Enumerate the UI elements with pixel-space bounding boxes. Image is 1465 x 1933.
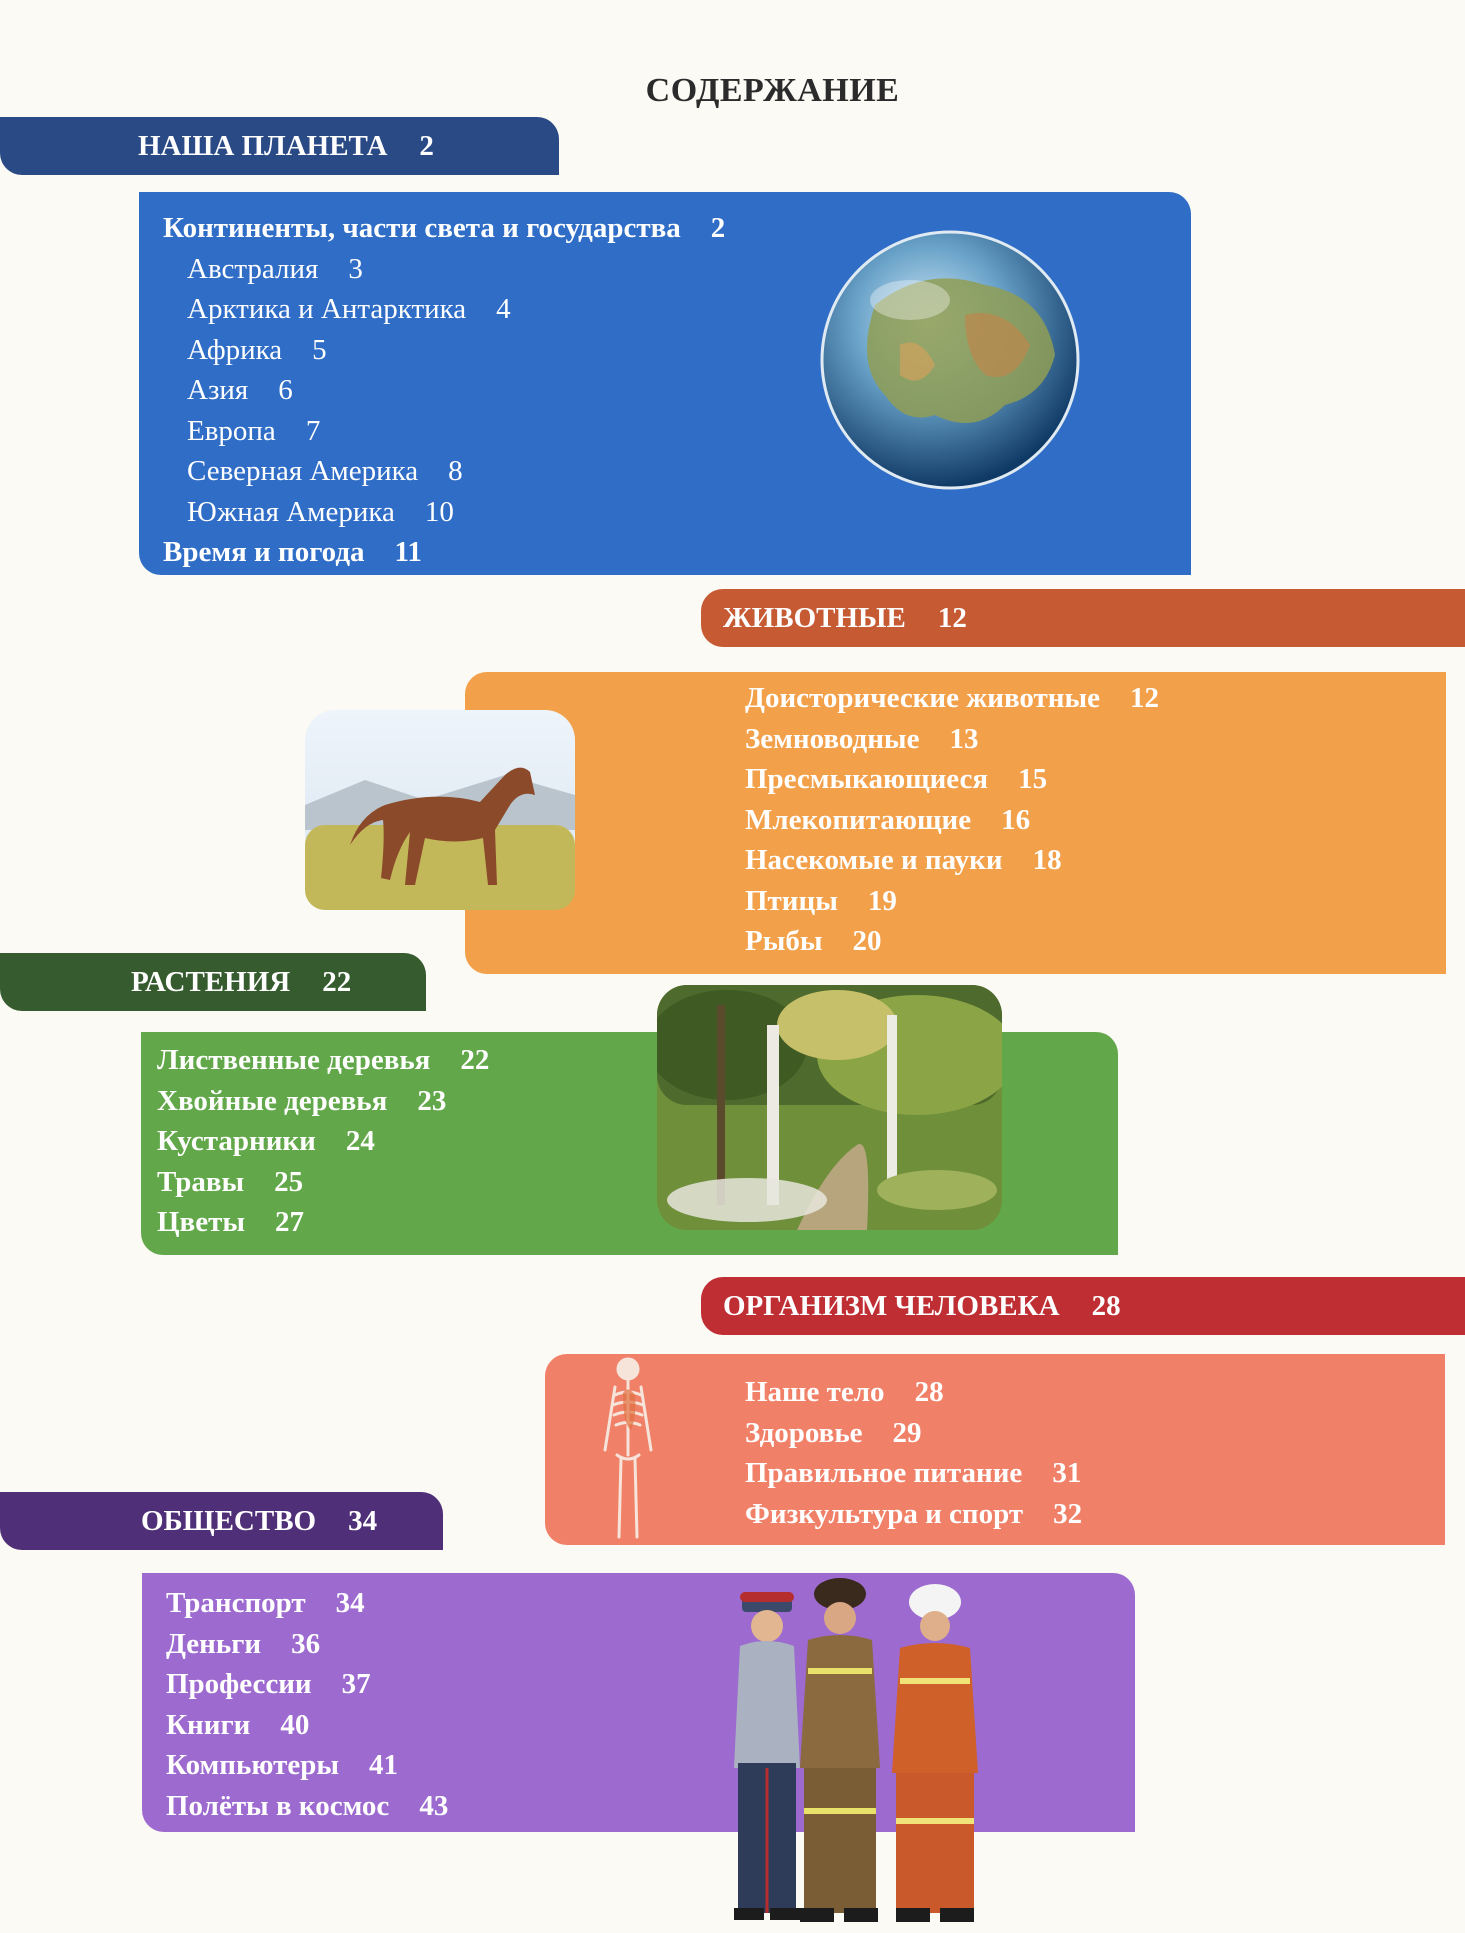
section-block-human bbox=[545, 1354, 1445, 1545]
section-page: 2 bbox=[419, 129, 434, 162]
toc-entry[interactable]: Насекомые и пауки 18 bbox=[745, 844, 1062, 876]
section-title: ЖИВОТНЫЕ bbox=[723, 601, 906, 634]
globe-image bbox=[815, 225, 1085, 495]
toc-entry[interactable]: Северная Америка 8 bbox=[187, 455, 463, 487]
toc-entry[interactable]: Лиственные деревья 22 bbox=[157, 1044, 490, 1076]
section-title: РАСТЕНИЯ bbox=[131, 965, 291, 998]
toc-entry[interactable]: Доисторические животные 12 bbox=[745, 682, 1160, 714]
toc-entry[interactable]: Хвойные деревья 23 bbox=[157, 1084, 447, 1117]
toc-entry[interactable]: Профессии 37 bbox=[166, 1668, 371, 1700]
toc-entry[interactable]: Наше тело 28 bbox=[745, 1376, 944, 1408]
section-page: 12 bbox=[937, 601, 967, 634]
section-page: 28 bbox=[1091, 1289, 1121, 1322]
toc-entry[interactable]: Южная Америка 10 bbox=[187, 495, 454, 528]
toc-entry[interactable]: Азия 6 bbox=[187, 374, 293, 406]
toc-entry[interactable]: Время и погода 11 bbox=[163, 536, 422, 568]
section-title: ОРГАНИЗМ ЧЕЛОВЕКА bbox=[723, 1289, 1060, 1322]
section-banner-animals[interactable] bbox=[701, 589, 1465, 647]
skeleton-image bbox=[593, 1355, 663, 1545]
toc-entry[interactable]: Кустарники 24 bbox=[157, 1125, 375, 1157]
toc-entry[interactable]: Здоровье 29 bbox=[745, 1416, 922, 1449]
section-page: 22 bbox=[322, 965, 352, 998]
toc-entry[interactable]: Австралия 3 bbox=[187, 252, 363, 285]
toc-entry[interactable]: Рыбы 20 bbox=[745, 925, 882, 957]
toc-entry[interactable]: Деньги 36 bbox=[166, 1627, 321, 1660]
toc-entry[interactable]: Континенты, части света и государства 2 bbox=[163, 212, 726, 244]
toc-entry[interactable]: Книги 40 bbox=[166, 1708, 310, 1741]
section-block-animals bbox=[465, 672, 1446, 974]
section-banner-society[interactable] bbox=[0, 1492, 443, 1550]
section-banner-planet[interactable] bbox=[0, 117, 559, 175]
toc-entry[interactable]: Правильное питание 31 bbox=[745, 1457, 1082, 1489]
toc-entry[interactable]: Европа 7 bbox=[187, 414, 321, 447]
toc-entry[interactable]: Африка 5 bbox=[187, 333, 327, 366]
toc-entry[interactable]: Земноводные 13 bbox=[745, 722, 979, 755]
section-banner-plants[interactable] bbox=[0, 953, 426, 1011]
toc-entry[interactable]: Компьютеры 41 bbox=[166, 1749, 398, 1781]
page-title: СОДЕРЖАНИЕ bbox=[645, 72, 900, 109]
toc-entry[interactable]: Птицы 19 bbox=[745, 884, 897, 917]
horse-image bbox=[305, 710, 575, 910]
police-firefighters-image bbox=[720, 1568, 1000, 1933]
toc-entry[interactable]: Полёты в космос 43 bbox=[166, 1789, 449, 1822]
section-title: НАША ПЛАНЕТА bbox=[138, 129, 388, 162]
toc-entry[interactable]: Транспорт 34 bbox=[166, 1587, 365, 1619]
toc-entry[interactable]: Физкультура и спорт 32 bbox=[745, 1497, 1083, 1530]
section-banner-human[interactable] bbox=[701, 1277, 1465, 1335]
toc-entry[interactable]: Цветы 27 bbox=[157, 1206, 304, 1238]
toc-entry[interactable]: Травы 25 bbox=[157, 1165, 304, 1198]
toc-entry[interactable]: Пресмыкающиеся 15 bbox=[745, 763, 1048, 795]
birch-forest-image bbox=[657, 985, 1002, 1230]
toc-entry[interactable]: Арктика и Антарктика 4 bbox=[187, 293, 511, 325]
toc-entry[interactable]: Млекопитающие 16 bbox=[745, 803, 1031, 836]
section-title: ОБЩЕСТВО bbox=[141, 1504, 317, 1537]
section-page: 34 bbox=[348, 1504, 378, 1537]
